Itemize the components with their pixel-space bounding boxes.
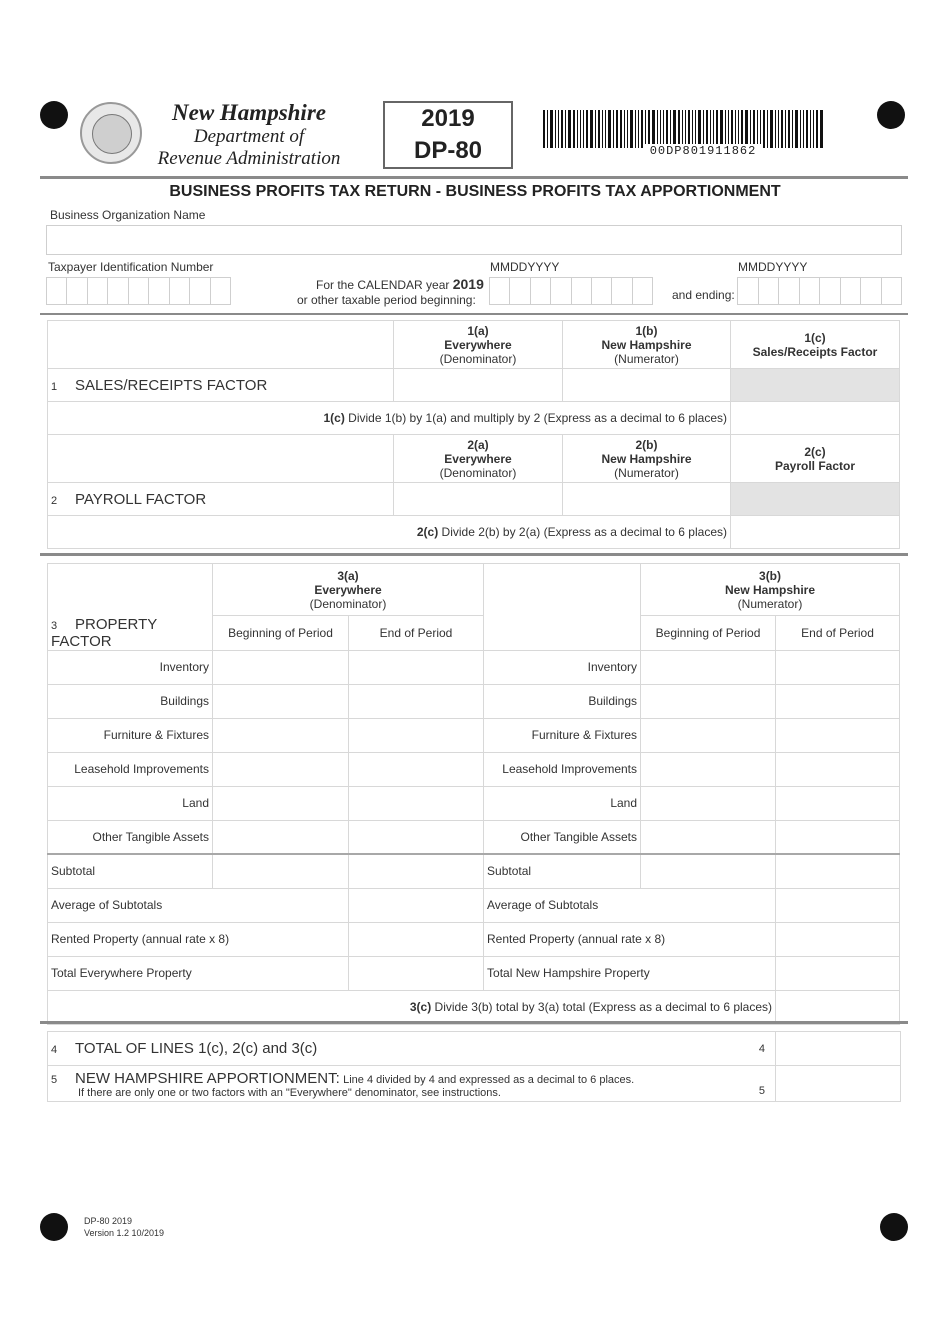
property-3a-begin-input[interactable] — [213, 752, 349, 786]
registration-mark — [877, 101, 905, 129]
barcode-bar — [775, 110, 776, 148]
barcode-bar — [745, 110, 748, 148]
org-name-label: Business Organization Name — [50, 208, 206, 222]
property-row-label-3b: Inventory — [484, 650, 641, 684]
barcode-bar — [598, 110, 600, 148]
barcode-bar — [713, 110, 714, 148]
barcode-bar — [660, 110, 661, 148]
property-3a-begin-input[interactable] — [213, 650, 349, 684]
payroll-2a-input[interactable] — [394, 483, 563, 516]
barcode-bar — [657, 110, 658, 148]
property-3a-end-input[interactable] — [349, 650, 484, 684]
subtotal-label-3a: Subtotal — [48, 854, 213, 888]
registration-mark — [880, 1213, 908, 1241]
property-3b-begin-input[interactable] — [641, 820, 776, 854]
property-3a-begin-input[interactable] — [213, 786, 349, 820]
average-label-3a: Average of Subtotals — [48, 888, 349, 922]
barcode-bar — [785, 110, 786, 148]
calendar-prefix: For the CALENDAR year — [316, 278, 450, 292]
form-code: DP-80 — [413, 137, 483, 164]
footer-form-year: DP-80 2019 — [84, 1216, 133, 1226]
property-row — [48, 786, 900, 820]
payroll-line-label: 2 PAYROLL FACTOR — [48, 483, 394, 516]
payroll-2b-input[interactable] — [563, 483, 731, 516]
barcode-bar — [678, 110, 680, 148]
barcode-bar — [728, 110, 729, 148]
barcode-bar — [760, 110, 761, 148]
property-3a-end-input[interactable] — [349, 786, 484, 820]
col-1c-header: 1(c) Sales/Receipts Factor — [731, 321, 900, 369]
barcode-bar — [741, 110, 743, 148]
line5-label: 5 NEW HAMPSHIRE APPORTIONMENT: Line 4 divided by 4 and expressed as a decimal to 6 places. If there are only one or two factors with an "Everywhere" denominator, see instructions. 5 — [48, 1066, 776, 1102]
calendar-year-label — [316, 276, 484, 292]
total-nh-input[interactable] — [776, 956, 900, 990]
property-row-label-3b: Land — [484, 786, 641, 820]
property-3b-begin-input[interactable] — [641, 786, 776, 820]
property-line-label: 3 PROPERTY FACTOR — [48, 616, 213, 651]
property-3b-end-input[interactable] — [776, 786, 900, 820]
barcode-bar — [561, 110, 563, 148]
col-2c-header: 2(c) Payroll Factor — [731, 435, 900, 483]
property-table — [47, 563, 900, 1025]
barcode-bar — [595, 110, 596, 148]
property-row-label-3a: Leasehold Improvements — [48, 752, 213, 786]
property-3b-begin-input[interactable] — [641, 650, 776, 684]
barcode-bar — [813, 110, 814, 148]
property-row-label-3b: Leasehold Improvements — [484, 752, 641, 786]
barcode-bar — [648, 110, 650, 148]
barcode-bar — [565, 110, 566, 148]
barcode-bar — [820, 110, 823, 148]
property-3b-end-input[interactable] — [776, 752, 900, 786]
barcode-bar — [573, 110, 575, 148]
barcode-bar — [663, 110, 664, 148]
state-seal-logo — [80, 102, 142, 164]
totals-table — [47, 1031, 901, 1102]
rented-3b-input[interactable] — [776, 922, 900, 956]
property-row-label-3a: Inventory — [48, 650, 213, 684]
rented-3a-input[interactable] — [349, 922, 484, 956]
total-everywhere-label: Total Everywhere Property — [48, 956, 349, 990]
org-name-input[interactable] — [46, 225, 902, 255]
rented-label-3a: Rented Property (annual rate x 8) — [48, 922, 349, 956]
divider — [40, 553, 908, 556]
begin-date-format: MMDDYYYY — [490, 260, 560, 274]
barcode-bar — [792, 110, 793, 148]
barcode — [543, 110, 859, 148]
barcode-bar — [698, 110, 701, 148]
barcode-bar — [630, 110, 633, 148]
barcode-bar — [738, 110, 739, 148]
barcode-bar — [682, 110, 683, 148]
property-row-label-3a: Buildings — [48, 684, 213, 718]
barcode-bar — [550, 110, 553, 148]
barcode-bar — [720, 110, 723, 148]
calendar-year: 2019 — [452, 276, 484, 292]
col-1b-header: 1(b) New Hampshire (Numerator) — [563, 321, 731, 369]
property-row-label-3a: Other Tangible Assets — [48, 820, 213, 854]
property-3a-end-input[interactable] — [349, 752, 484, 786]
property-3a-begin-input[interactable] — [213, 684, 349, 718]
barcode-bar — [685, 110, 686, 148]
period-end-date-input[interactable] — [737, 277, 902, 305]
divider — [40, 313, 908, 315]
property-row — [48, 752, 900, 786]
barcode-bar — [608, 110, 611, 148]
barcode-bar — [616, 110, 618, 148]
barcode-bar — [800, 110, 801, 148]
property-3b-end-input[interactable] — [776, 684, 900, 718]
registration-mark — [40, 1213, 68, 1241]
sales-payroll-table — [47, 320, 900, 549]
agency-line1: New Hampshire — [172, 100, 326, 125]
barcode-bar — [795, 110, 798, 148]
divider — [40, 176, 908, 179]
barcode-bar — [810, 110, 811, 148]
barcode-bar — [666, 110, 668, 148]
sales-1a-input[interactable] — [394, 369, 563, 402]
barcode-number: 00DP801911862 — [643, 144, 763, 158]
barcode-bar — [627, 110, 628, 148]
barcode-bar — [788, 110, 790, 148]
agency-line3: Revenue Administration — [157, 148, 341, 169]
barcode-bar — [716, 110, 718, 148]
property-row-label-3a: Land — [48, 786, 213, 820]
barcode-bar — [638, 110, 639, 148]
barcode-bar — [781, 110, 783, 148]
property-3b-end-input[interactable] — [776, 820, 900, 854]
subtotal-3b-end-input[interactable] — [776, 854, 900, 888]
property-row-label-3b: Furniture & Fixtures — [484, 718, 641, 752]
property-row-label-3b: Buildings — [484, 684, 641, 718]
property-3b-begin-input[interactable] — [641, 752, 776, 786]
rented-label-3b: Rented Property (annual rate x 8) — [484, 922, 776, 956]
subtotal-3a-end-input[interactable] — [349, 854, 484, 888]
property-3b-end-input[interactable] — [776, 718, 900, 752]
barcode-bar — [624, 110, 625, 148]
line5-input[interactable] — [776, 1066, 901, 1102]
barcode-bar — [605, 110, 606, 148]
barcode-bar — [692, 110, 693, 148]
col-3a-end-header: End of Period — [349, 616, 484, 651]
barcode-bar — [735, 110, 736, 148]
sales-shaded-cell — [731, 369, 900, 402]
col-3a-header: 3(a) Everywhere (Denominator) — [213, 564, 484, 616]
property-calc-instruction: 3(c) Divide 3(b) total by 3(a) total (Express as a decimal to 6 places) — [48, 990, 776, 1024]
sales-line-label: 1 SALES/RECEIPTS FACTOR — [48, 369, 394, 402]
barcode-bar — [710, 110, 711, 148]
subtotal-label-3b: Subtotal — [484, 854, 641, 888]
barcode-bar — [703, 110, 704, 148]
col-3a-begin-header: Beginning of Period — [213, 616, 349, 651]
property-3b-begin-input[interactable] — [641, 718, 776, 752]
property-row-label-3b: Other Tangible Assets — [484, 820, 641, 854]
subtotal-3a-begin-input[interactable] — [213, 854, 349, 888]
property-3b-end-input[interactable] — [776, 650, 900, 684]
col-3b-begin-header: Beginning of Period — [641, 616, 776, 651]
col-1a-header: 1(a) Everywhere (Denominator) — [394, 321, 563, 369]
property-row-label-3a: Furniture & Fixtures — [48, 718, 213, 752]
registration-mark — [40, 101, 68, 129]
end-date-format: MMDDYYYY — [738, 260, 808, 274]
property-row — [48, 718, 900, 752]
payroll-2c-input[interactable] — [731, 516, 900, 549]
barcode-bar — [778, 110, 779, 148]
barcode-bar — [635, 110, 636, 148]
barcode-bar — [757, 110, 758, 148]
average-label-3b: Average of Subtotals — [484, 888, 776, 922]
barcode-bar — [816, 110, 818, 148]
barcode-bar — [602, 110, 603, 148]
property-3a-begin-input[interactable] — [213, 820, 349, 854]
barcode-bar — [583, 110, 584, 148]
property-3a-end-input[interactable] — [349, 684, 484, 718]
form-year: 2019 — [421, 105, 475, 132]
barcode-bar — [547, 110, 548, 148]
property-3a-begin-input[interactable] — [213, 718, 349, 752]
barcode-bar — [695, 110, 696, 148]
barcode-bar — [580, 110, 581, 148]
barcode-bar — [673, 110, 676, 148]
property-row — [48, 650, 900, 684]
property-3a-end-input[interactable] — [349, 820, 484, 854]
barcode-bar — [577, 110, 578, 148]
property-3a-end-input[interactable] — [349, 718, 484, 752]
tin-label: Taxpayer Identification Number — [48, 260, 214, 274]
barcode-bar — [767, 110, 768, 148]
sales-1c-input[interactable] — [731, 402, 900, 435]
barcode-bar — [558, 110, 559, 148]
agency-name — [144, 100, 354, 170]
barcode-bar — [770, 110, 773, 148]
line4-label: 4 TOTAL OF LINES 1(c), 2(c) and 3(c) 4 — [48, 1032, 776, 1066]
agency-line2: Department of — [193, 126, 305, 147]
barcode-bar — [670, 110, 671, 148]
barcode-bar — [613, 110, 614, 148]
barcode-bar — [620, 110, 622, 148]
form-id-box — [383, 101, 513, 169]
property-3c-input[interactable] — [776, 990, 900, 1024]
barcode-bar — [750, 110, 751, 148]
period-begin-label: or other taxable period beginning: — [297, 293, 476, 307]
total-everywhere-input[interactable] — [349, 956, 484, 990]
col-3b-end-header: End of Period — [776, 616, 900, 651]
barcode-bar — [645, 110, 646, 148]
col-3b-header: 3(b) New Hampshire (Numerator) — [641, 564, 900, 616]
total-nh-label: Total New Hampshire Property — [484, 956, 776, 990]
sales-1b-input[interactable] — [563, 369, 731, 402]
page-title: BUSINESS PROFITS TAX RETURN - BUSINESS PROFITS TAX APPORTIONMENT — [169, 183, 781, 200]
barcode-bar — [688, 110, 690, 148]
property-row — [48, 684, 900, 718]
sales-calc-instruction: 1(c) Divide 1(b) by 1(a) and multiply by 2 (Express as a decimal to 6 places) — [48, 402, 731, 435]
payroll-shaded-cell — [731, 483, 900, 516]
ending-label: and ending: — [672, 288, 735, 302]
subtotal-3b-begin-input[interactable] — [641, 854, 776, 888]
barcode-bar — [706, 110, 708, 148]
barcode-bar — [731, 110, 733, 148]
payroll-calc-instruction: 2(c) Divide 2(b) by 2(a) (Express as a decimal to 6 places) — [48, 516, 731, 549]
barcode-bar — [725, 110, 726, 148]
col-2a-header: 2(a) Everywhere (Denominator) — [394, 435, 563, 483]
barcode-bar — [763, 110, 765, 148]
property-3b-begin-input[interactable] — [641, 684, 776, 718]
footer — [84, 1215, 164, 1239]
average-3b-input[interactable] — [776, 888, 900, 922]
divider — [40, 1021, 908, 1024]
col-2b-header: 2(b) New Hampshire (Numerator) — [563, 435, 731, 483]
footer-version: Version 1.2 10/2019 — [84, 1228, 165, 1238]
barcode-bar — [590, 110, 593, 148]
barcode-bar — [568, 110, 571, 148]
barcode-bar — [803, 110, 804, 148]
barcode-bar — [555, 110, 556, 148]
period-begin-date-input[interactable] — [489, 277, 653, 305]
tin-input[interactable] — [46, 277, 231, 305]
barcode-bar — [543, 110, 545, 148]
barcode-bar — [641, 110, 643, 148]
barcode-bar — [652, 110, 655, 148]
average-3a-input[interactable] — [349, 888, 484, 922]
line4-input[interactable] — [776, 1032, 901, 1066]
barcode-bar — [753, 110, 755, 148]
property-row — [48, 820, 900, 854]
barcode-bar — [586, 110, 588, 148]
barcode-bar — [806, 110, 808, 148]
